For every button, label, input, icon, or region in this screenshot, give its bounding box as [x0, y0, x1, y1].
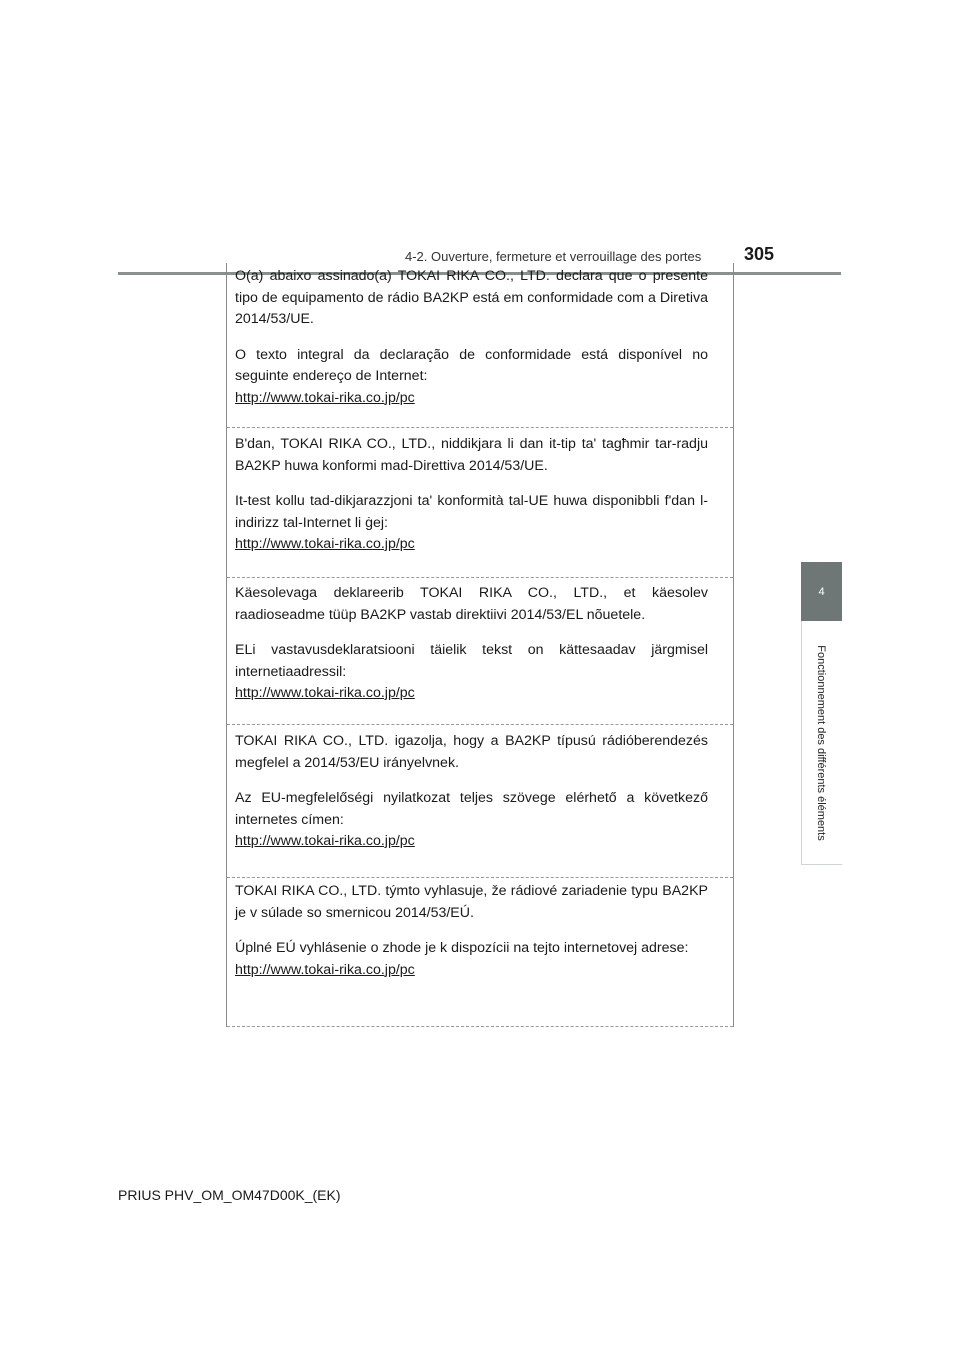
- chapter-tab: [801, 562, 842, 621]
- declaration-url-link[interactable]: http://www.tokai-rika.co.jp/pc: [235, 833, 415, 849]
- document-code: PRIUS PHV_OM_OM47D00K_(EK): [118, 1187, 341, 1203]
- declaration-availability: It-test kollu tad-dikjarazzjoni ta' konformità tal-UE huwa disponibbli f'dan l-indirizz tal-Internet li ġej:: [235, 493, 708, 531]
- declaration-availability: O texto integral da declaração de conformidade está disponível no seguinte endereço de Internet:: [235, 346, 708, 384]
- declaration-statement: TOKAI RIKA CO., LTD. igazolja, hogy a BA2KP típusú rádióberendezés megfelel a 2014/53/EU irányelvnek.: [235, 733, 708, 771]
- section-heading: 4-2. Ouverture, fermeture et verrouillage des portes: [405, 249, 702, 264]
- declarations-box: [226, 263, 734, 1027]
- declaration-statement: O(a) abaixo assinado(a) TOKAI RIKA CO., LTD. declara que o presente tipo de equipamento de rádio BA2KP está em conformidade com a Diretiva 2014/53/UE.: [235, 268, 708, 327]
- declaration-statement: TOKAI RIKA CO., LTD. týmto vyhlasuje, že rádiové zariadenie typu BA2KP je v súlade so smernicou 2014/53/EÚ.: [235, 883, 708, 921]
- declaration-hungarian: [227, 731, 733, 878]
- declaration-maltese: [227, 434, 733, 578]
- declaration-slovak: [227, 881, 733, 1027]
- declaration-url-link[interactable]: http://www.tokai-rika.co.jp/pc: [235, 961, 415, 978]
- chapter-title: Fonctionnement des différents éléments: [815, 645, 827, 841]
- declaration-url-link[interactable]: http://www.tokai-rika.co.jp/pc: [235, 389, 415, 406]
- declaration-url-link[interactable]: http://www.tokai-rika.co.jp/pc: [235, 536, 415, 552]
- declaration-statement: Käesolevaga deklareerib TOKAI RIKA CO., LTD., et käesolev raadioseadme tüüp BA2KP vastab direktiivi 2014/53/EL nõuetele.: [235, 585, 708, 623]
- declaration-availability: ELi vastavusdeklaratsiooni täielik tekst on kättesaadav järgmisel internetiaadressil:: [235, 642, 708, 680]
- declaration-estonian: [227, 583, 733, 725]
- declaration-portuguese: [227, 266, 733, 428]
- page-number: 305: [744, 244, 775, 264]
- declaration-url-link[interactable]: http://www.tokai-rika.co.jp/pc: [235, 685, 415, 701]
- chapter-number: 4: [818, 585, 825, 598]
- declaration-statement: B'dan, TOKAI RIKA CO., LTD., niddikjara li dan it-tip ta' tagħmir tar-radju BA2KP huwa konformi mad-Direttiva 2014/53/UE.: [235, 436, 708, 474]
- declaration-availability: Úplné EÚ vyhlásenie o zhode je k dispozícii na tejto internetovej adrese:: [235, 940, 689, 956]
- declaration-availability: Az EU-megfelelőségi nyilatkozat teljes szövege elérhető a következő internetes címen:: [235, 790, 708, 828]
